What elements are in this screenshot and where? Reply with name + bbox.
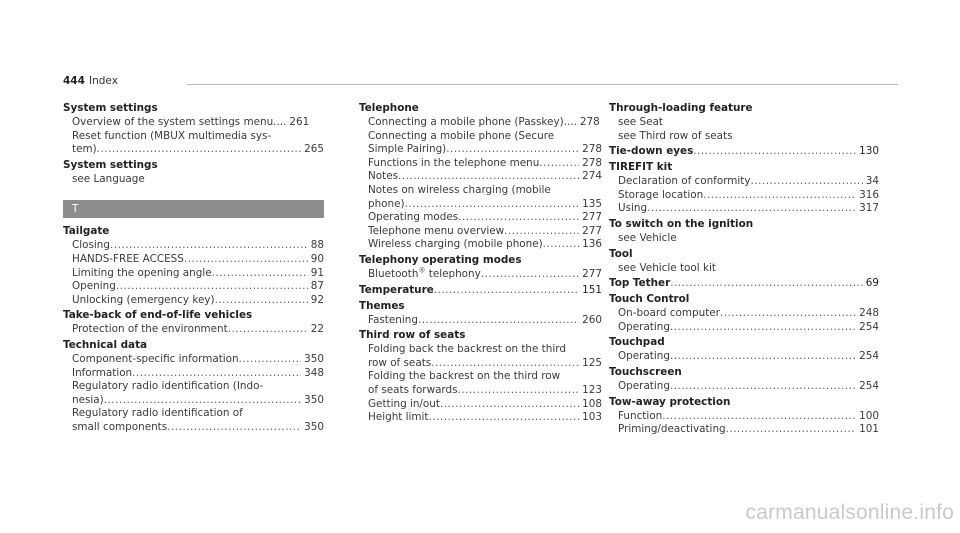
index-entry-system-settings [63,101,324,157]
index-entry-takeback [63,308,324,337]
index-subentry[interactable]: On-board computer ..... 248 [618,307,879,321]
index-entry-tirefit [609,160,879,216]
index-subentry[interactable]: Protection of the environment ..... 22 [72,323,324,337]
letter-divider: T [63,200,324,218]
index-entry-temperature[interactable]: Temperature ..... 151 [359,283,602,298]
index-subentry[interactable]: Closing ..... 88 [72,239,324,253]
index-subentry[interactable]: Operating ..... 254 [618,380,879,394]
entry-heading: Touchscreen [609,365,682,378]
index-subentry[interactable]: Fastening ..... 260 [368,314,602,328]
index-subentry[interactable]: of seats forwards ..... 123 [368,384,602,398]
index-subentry[interactable]: Height limit ..... 103 [368,411,602,425]
index-subentry[interactable]: Wireless charging (mobile phone) ..... 136 [368,238,602,252]
cross-reference[interactable]: see Third row of seats [618,129,733,142]
entry-heading: Take-back of end-of-life vehicles [63,309,253,322]
index-subentry-text: Reset function (MBUX multimedia sys- [72,129,272,142]
entry-heading: To switch on the ignition [609,217,754,230]
cross-reference[interactable]: see Seat [618,116,663,128]
entry-heading: Top Tether [609,277,671,290]
index-subentry[interactable]: HANDS-FREE ACCESS ..... 90 [72,253,324,267]
index-subentry[interactable]: Opening ..... 87 [72,280,324,294]
index-subentry[interactable]: small components ..... 350 [72,421,324,435]
index-subentry-text: Notes on wireless charging (mobile [368,183,551,196]
index-subentry[interactable]: Bluetooth® telephony ..... 277 [368,268,602,282]
entry-heading: Telephony operating modes [359,253,522,266]
header-rule [187,84,898,85]
index-subentry[interactable]: tem) ..... 265 [72,143,324,157]
entry-heading: TIREFIT kit [609,161,673,174]
index-subentry-text: Regulatory radio identification of [72,407,243,420]
entry-heading: Through-loading feature [609,102,753,114]
index-column-3 [609,101,879,438]
entry-heading: Telephone [359,102,419,114]
page-number: 444 [63,75,85,87]
index-entry-touchpad [609,335,879,364]
index-entry-third-row [359,328,602,425]
index-entry-system-settings-2 [63,158,324,187]
entry-heading: Tow-away protection [609,395,731,408]
section-title: Index [89,75,118,87]
index-entry-touch-control [609,292,879,334]
index-subentry[interactable]: Storage location ..... 316 [618,189,879,203]
entry-heading: Temperature [359,283,434,296]
index-entry-telephone [359,101,602,252]
cross-reference[interactable]: see Vehicle tool kit [618,261,716,274]
index-subentry-text: Regulatory radio identification (Indo- [72,380,264,393]
index-entry-tie-down-eyes[interactable]: Tie-down eyes ..... 130 [609,144,879,159]
index-subentry[interactable]: Information ..... 348 [72,367,324,381]
entry-heading: Tie-down eyes [609,145,694,158]
index-subentry[interactable]: Priming/deactivating ..... 101 [618,423,879,437]
index-entry-top-tether[interactable]: Top Tether ..... 69 [609,276,879,291]
entry-heading: Third row of seats [359,329,466,342]
index-column-2 [359,101,602,426]
index-subentry[interactable]: nesia) ..... 350 [72,394,324,408]
entry-heading: System settings [63,158,158,171]
index-subentry-text: Connecting a mobile phone (Secure [368,129,555,142]
entry-heading: System settings [63,102,158,114]
cross-reference[interactable]: see Language [72,172,145,185]
index-subentry[interactable]: Component-specific information ..... 350 [72,353,324,367]
index-subentry-text: Folding the backrest on the third row [368,370,561,383]
index-subentry[interactable]: Operating ..... 254 [618,350,879,364]
index-subentry[interactable]: Simple Pairing) ..... 278 [368,143,602,157]
index-subentry-text: Folding back the backrest on the third [368,343,566,356]
index-subentry[interactable]: phone) ..... 135 [368,198,602,212]
index-subentry[interactable]: Overview of the system settings menu.... 261 [72,116,310,128]
index-subentry[interactable]: Notes ..... 274 [368,170,602,184]
index-entry-tow-away [609,395,879,437]
index-subentry[interactable]: Operating ..... 254 [618,321,879,335]
index-subentry[interactable]: Functions in the telephone menu ..... 278 [368,157,602,171]
index-entry-touchscreen [609,365,879,394]
entry-heading: Touch Control [609,293,690,306]
index-subentry[interactable]: row of seats ..... 125 [368,357,602,371]
index-subentry[interactable]: Limiting the opening angle ..... 91 [72,267,324,281]
index-entry-technical-data [63,338,324,435]
index-subentry[interactable]: Operating modes ..... 277 [368,211,602,225]
index-subentry[interactable]: Unlocking (emergency key) ..... 92 [72,294,324,308]
entry-heading: Tailgate [63,225,110,238]
index-entry-switch-ignition [609,217,879,246]
cross-reference[interactable]: see Vehicle [618,231,677,244]
index-subentry[interactable]: Using ..... 317 [618,202,879,216]
index-subentry[interactable]: Connecting a mobile phone (Passkey).... 278 [368,116,600,128]
entry-heading: Touchpad [609,336,665,349]
index-column-1 [63,101,324,436]
index-entry-tailgate [63,224,324,307]
index-entry-tool [609,247,879,276]
entry-heading: Technical data [63,338,148,351]
entry-heading: Tool [609,247,633,260]
index-entry-themes [359,299,602,328]
index-subentry[interactable]: Declaration of conformity ..... 34 [618,175,879,189]
page-header [63,75,898,91]
index-subentry[interactable]: Function ..... 100 [618,410,879,424]
index-entry-through-loading [609,101,879,143]
index-subentry[interactable]: Getting in/out ..... 108 [368,398,602,412]
index-subentry[interactable]: Telephone menu overview ..... 277 [368,225,602,239]
index-entry-telephony-modes [359,253,602,282]
entry-heading: Themes [359,299,405,312]
watermark: carmanualsonline.info [745,501,954,524]
